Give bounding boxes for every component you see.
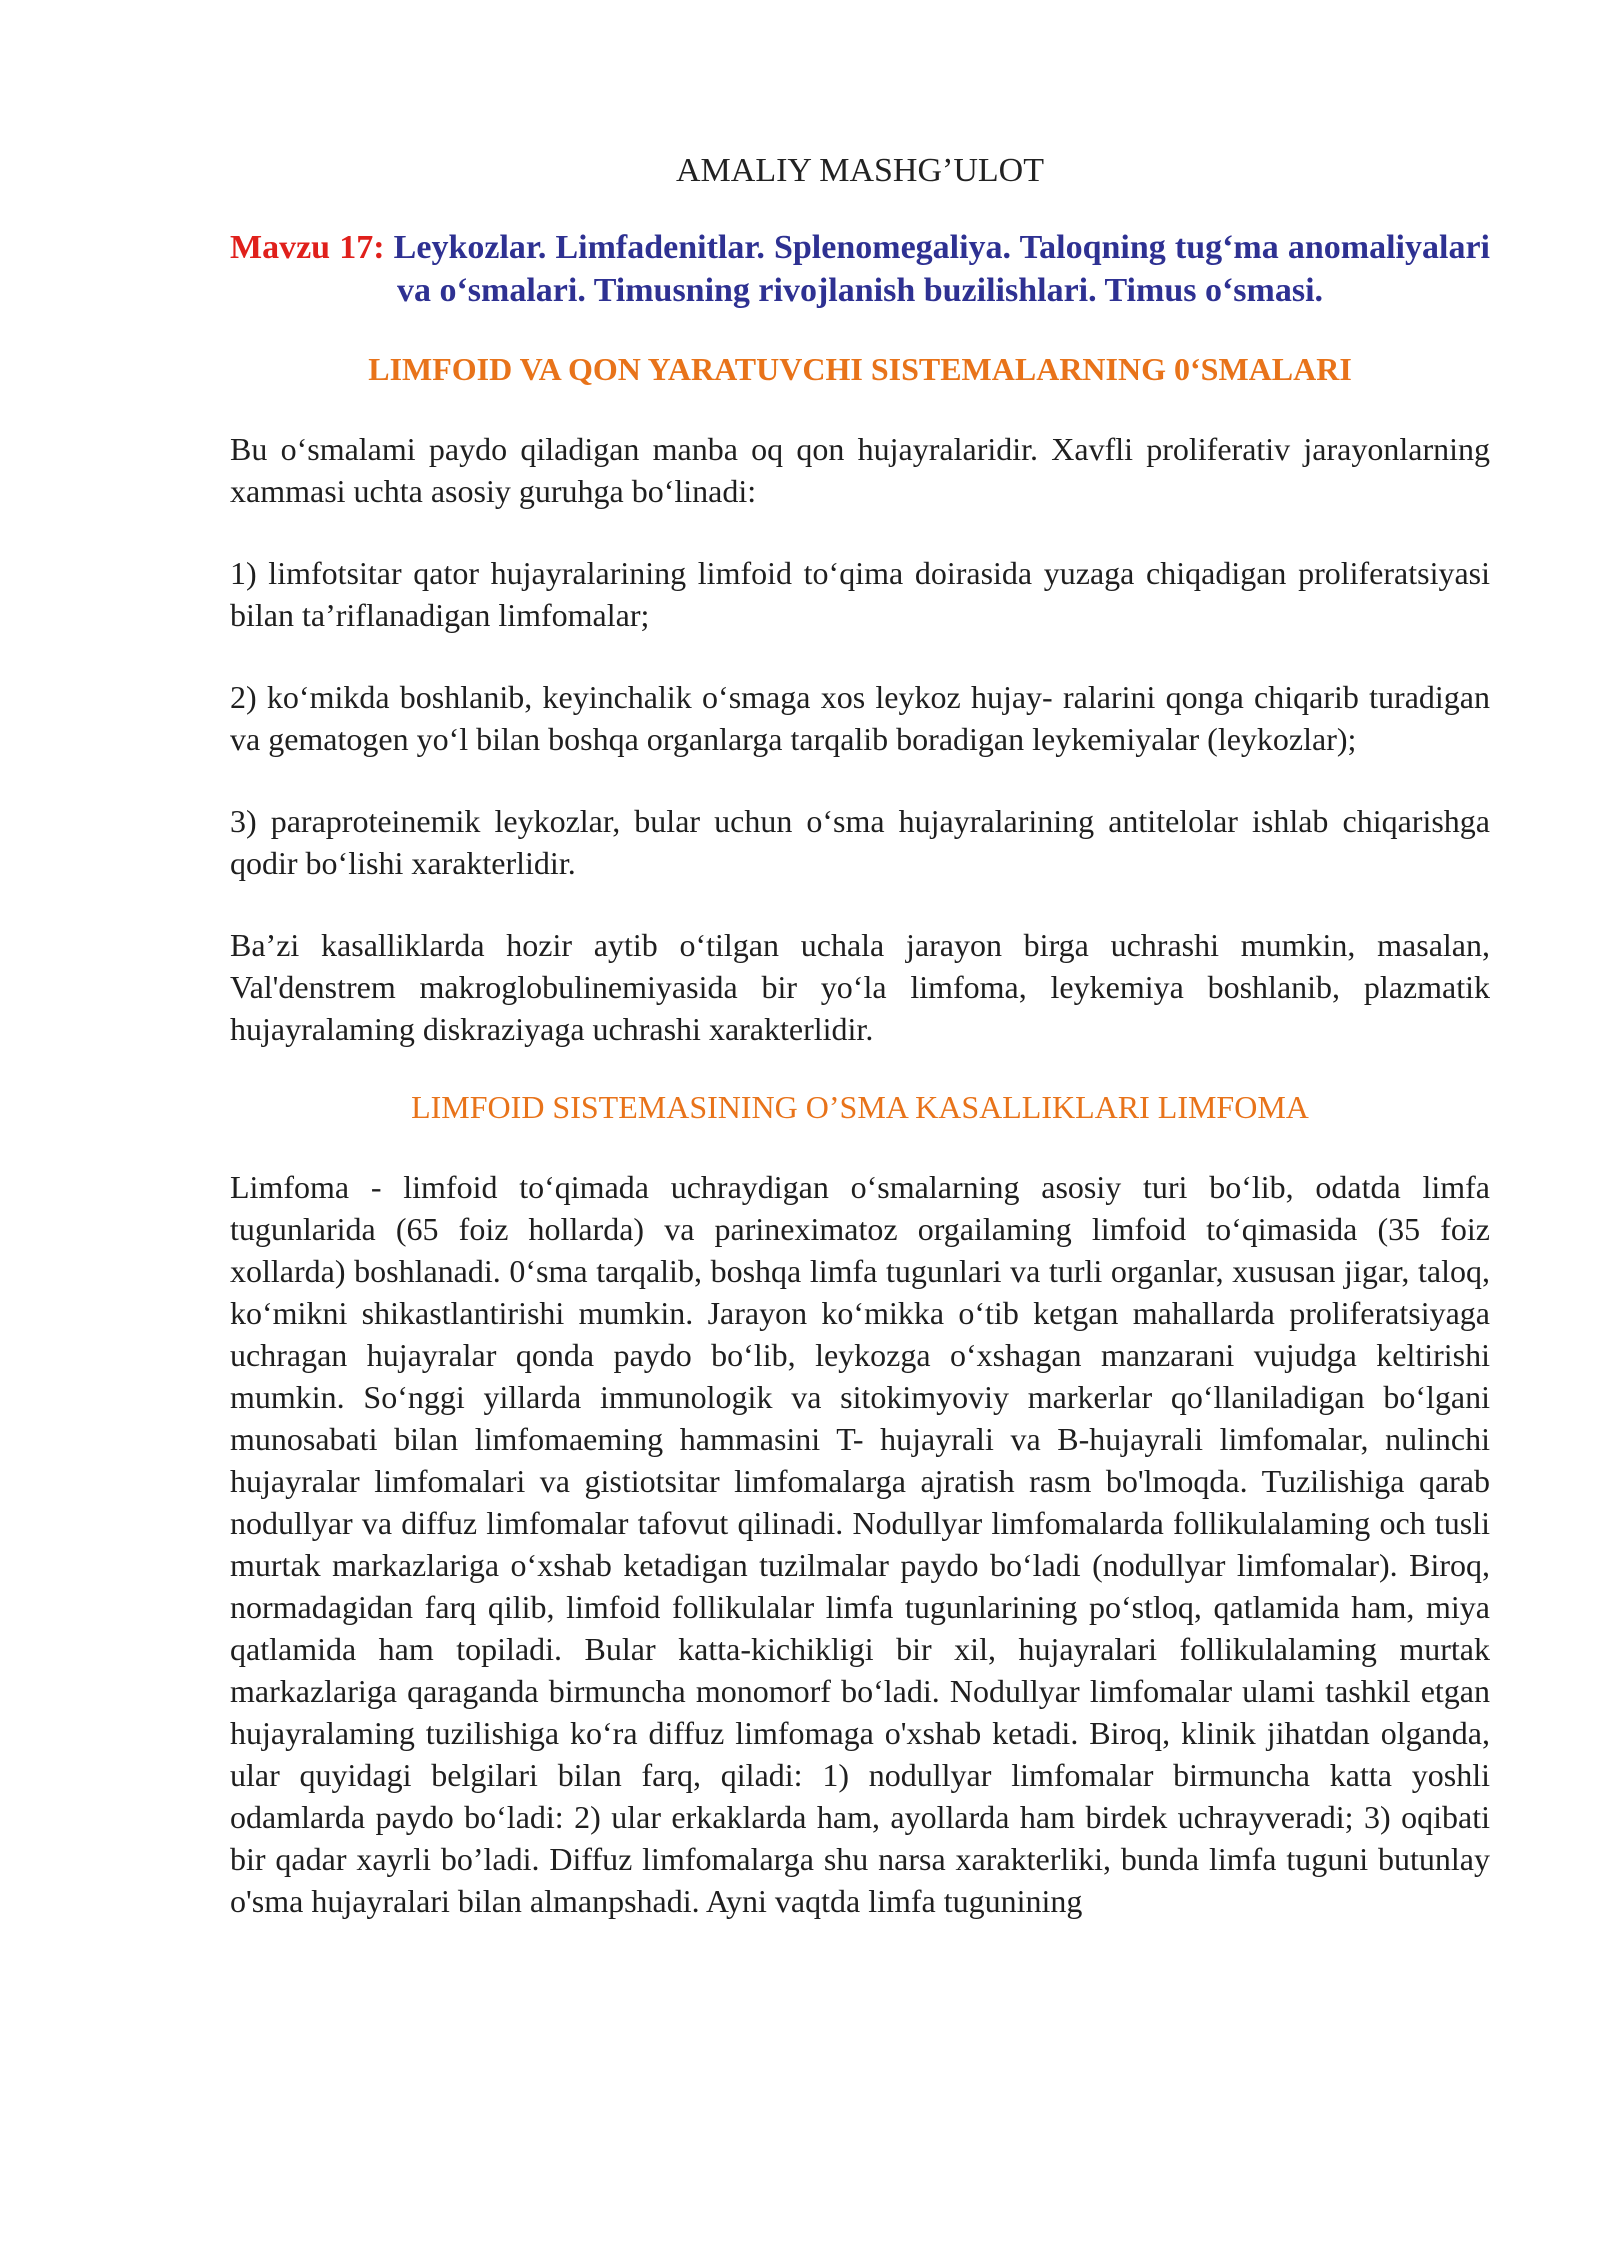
- section-heading: LIMFOID SISTEMASINING O’SMA KASALLIKLARI LIMFOMA: [411, 1089, 1309, 1125]
- list-item: 3) paraproteinemik leykozlar, bular uchun o‘sma hujayralarining antitelolar ishlab chiqarishga qodir bo‘lishi xarakterlidir.: [230, 803, 1490, 881]
- topic-text: Leykozlar. Limfadenitlar. Splenomegaliya. Taloqning tug‘ma anomaliyalari va o‘smalari. Timusning rivojlanish buzilishlari. Timus o‘smasi.: [384, 229, 1490, 309]
- topic-heading: [230, 226, 1490, 312]
- document-title: AMALIY MASHG’ULOT: [676, 152, 1044, 189]
- section-heading: LIMFOID VA QON YARATUVCHI SISTEMALARNING 0‘SMALARI: [368, 351, 1352, 387]
- paragraph: Limfoma - limfoid to‘qimada uchraydigan o‘smalarning asosiy turi bo‘lib, odatda limfa tugunlarida (65 foiz hollarda) va parineximatoz orgailaming limfoid to‘qimasida (35 foiz xollarda) boshlanadi. 0‘sma tarqalib, boshqa limfa tugunlari va turli organlar, xususan jigar, taloq, ko‘mikni shikastlantirishi mumkin. Jarayon ko‘mikka o‘tib ketgan mahallarda proliferatsiyaga uchragan hujayralar qonda paydo bo‘lib, leykozga o‘xshagan manzarani vujudga keltirishi mumkin. So‘nggi yillarda immunologik va sitokimyoviy markerlar qo‘llaniladigan bo‘lgani munosabati bilan limfomaeming hammasini T- hujayrali va B-hujayrali limfomalar, nulinchi hujayralar limfomalari va gistiotsitar limfomalarga ajratish rasm bo'lmoqda. Tuzilishiga qarab nodullyar va diffuz limfomalar tafovut qilinadi. Nodullyar limfomalarda follikulalaming och tusli murtak markazlariga o‘xshab ketadigan tuzilmalar paydo bo‘ladi (nodullyar limfomalar). Biroq, normadagidan farq qilib, limfoid follikulalar limfa tugunlarining po‘stloq, qatlamida ham, miya qatlamida ham topiladi. Bular katta-kichikligi bir xil, hujayralari follikulalaming murtak markazlariga qaraganda birmuncha monomorf bo‘ladi. Nodullyar limfomalar ulami tashkil etgan hujayralaming tuzilishiga ko‘ra diffuz limfomaga o'xshab ketadi. Biroq, klinik jihatdan olganda, ular quyidagi belgilari bilan farq, qiladi: 1) nodullyar limfomalar birmuncha katta yoshli odamlarda paydo bo‘ladi: 2) ular erkaklarda ham, ayollarda ham birdek uchrayveradi; 3) oqibati bir qadar xayrli bo’ladi. Diffuz limfomalarga shu narsa xarakterliki, bunda limfa tuguni butunlay o'sma hujayralari bilan almanpshadi. Ayni vaqtda limfa tugunining: [230, 1169, 1490, 1919]
- document-page: [230, 150, 1490, 1922]
- topic-label: Mavzu 17:: [230, 229, 385, 266]
- list-item: 2) ko‘mikda boshlanib, keyinchalik o‘smaga xos leykoz hujay- ralarini qonga chiqarib turadigan va gematogen yo‘l bilan boshqa organlarga tarqalib boradigan leykemiyalar (leykozlar);: [230, 679, 1490, 757]
- list-item: 1) limfotsitar qator hujayralarining limfoid to‘qima doirasida yuzaga chiqadigan proliferatsiyasi bilan ta’riflanadigan limfomalar;: [230, 555, 1490, 633]
- paragraph: Ba’zi kasalliklarda hozir aytib o‘tilgan uchala jarayon birga uchrashi mumkin, masalan, Val'denstrem makroglobulinemiyasida bir yo‘la limfoma, leykemiya boshlanib, plazmatik hujayralaming diskraziyaga uchrashi xarakterlidir.: [230, 927, 1490, 1047]
- paragraph: Bu o‘smalami paydo qiladigan manba oq qon hujayralaridir. Xavfli proliferativ jarayonlarning xammasi uchta asosiy guruhga bo‘linadi:: [230, 431, 1490, 509]
